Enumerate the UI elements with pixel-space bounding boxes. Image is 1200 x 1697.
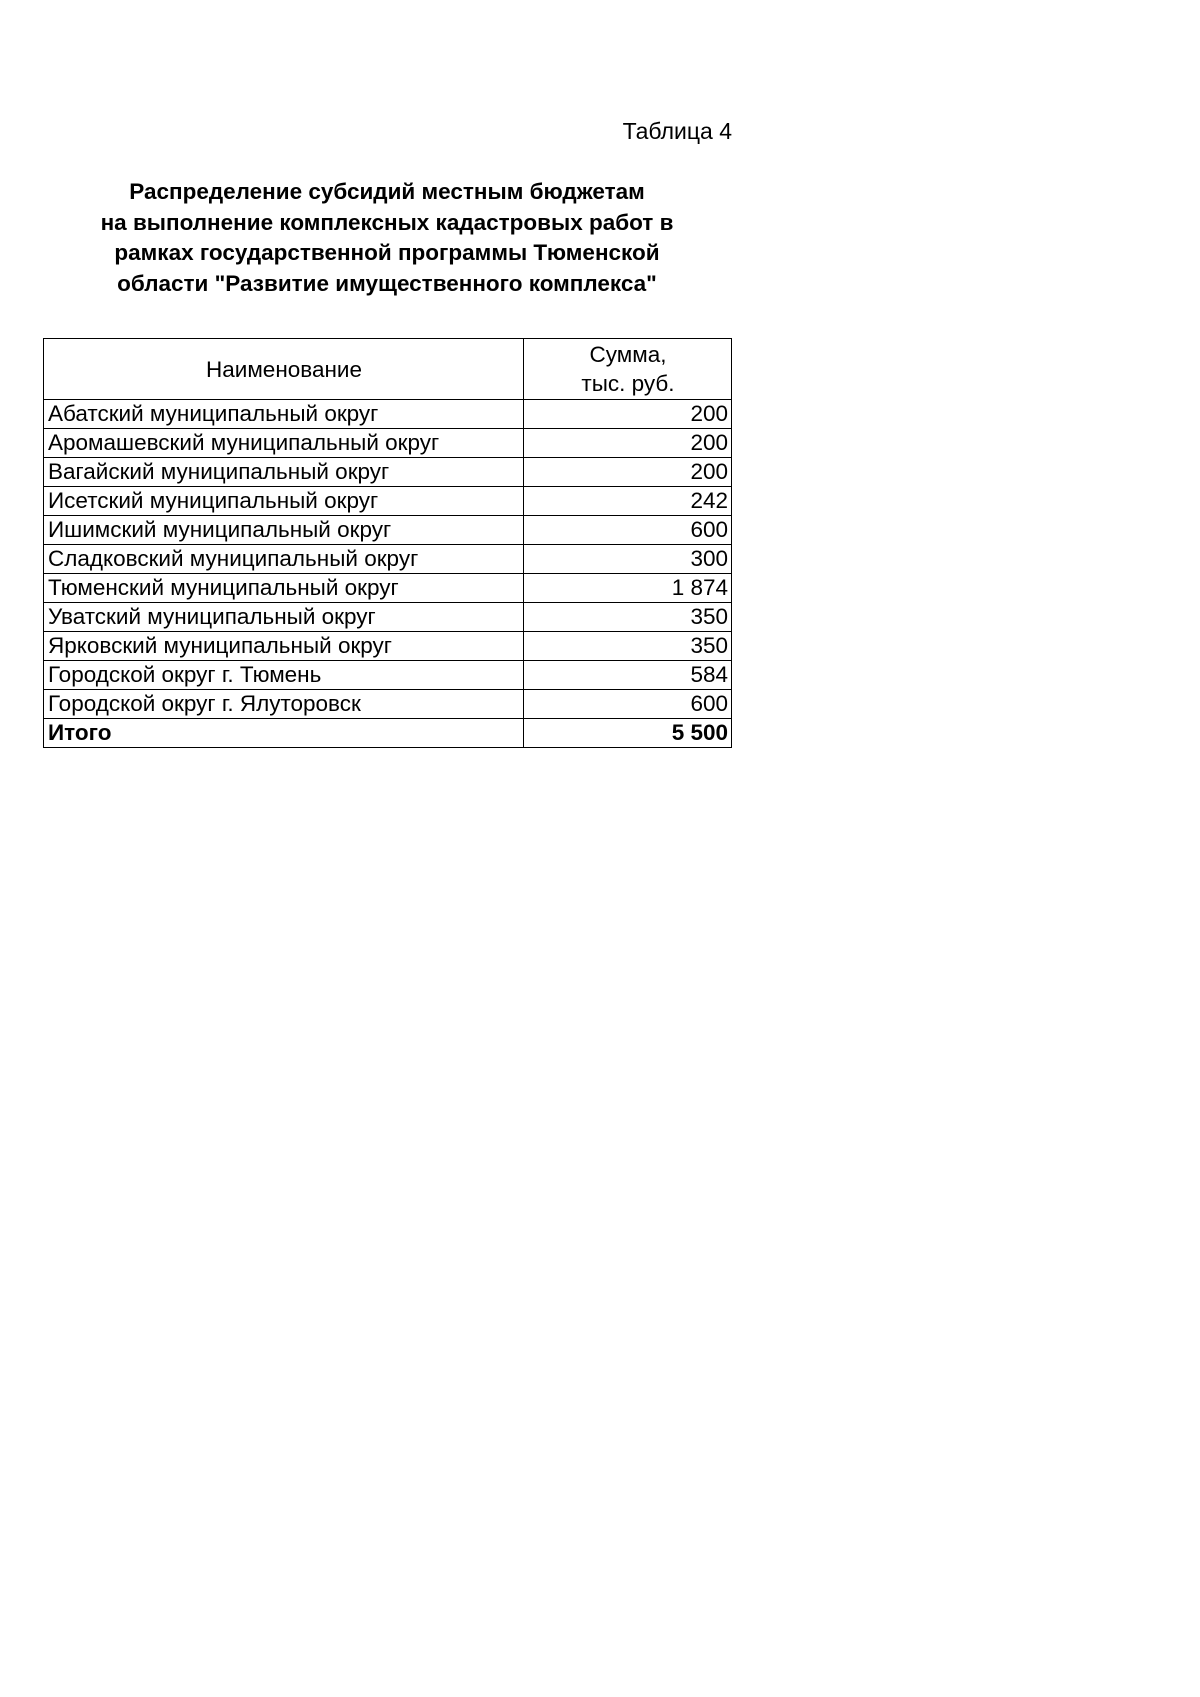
- table-row: [44, 632, 732, 661]
- table-row: [44, 458, 732, 487]
- table-row: [44, 661, 732, 690]
- cell-name: Ярковский муниципальный округ: [44, 632, 524, 661]
- title-line: на выполнение комплексных кадастровых работ в: [100, 209, 674, 235]
- subsidy-table: [43, 338, 732, 748]
- cell-name: Абатский муниципальный округ: [44, 400, 524, 429]
- cell-sum: 600: [524, 690, 732, 719]
- table-row: [44, 603, 732, 632]
- cell-sum: 584: [524, 661, 732, 690]
- table-header-row: [44, 339, 732, 400]
- header-sum-line2: тыс. руб.: [581, 371, 675, 396]
- cell-name: Тюменский муниципальный округ: [44, 574, 524, 603]
- cell-sum: 200: [524, 458, 732, 487]
- cell-name: Ишимский муниципальный округ: [44, 516, 524, 545]
- document-title: [44, 177, 730, 299]
- title-line: области "Развитие имущественного комплекса": [117, 270, 657, 296]
- table-row: [44, 574, 732, 603]
- cell-name: Исетский муниципальный округ: [44, 487, 524, 516]
- cell-name: Уватский муниципальный округ: [44, 603, 524, 632]
- cell-sum: 1 874: [524, 574, 732, 603]
- total-row: [44, 719, 732, 748]
- cell-sum: 300: [524, 545, 732, 574]
- cell-name: Вагайский муниципальный округ: [44, 458, 524, 487]
- cell-sum: 242: [524, 487, 732, 516]
- table-row: [44, 690, 732, 719]
- title-line: рамках государственной программы Тюменской: [114, 240, 660, 265]
- cell-name: Аромашевский муниципальный округ: [44, 429, 524, 458]
- header-name: Наименование: [44, 339, 524, 400]
- table-number: Таблица 4: [622, 118, 732, 144]
- title-line: Распределение субсидий местным бюджетам: [129, 179, 645, 204]
- cell-sum: 600: [524, 516, 732, 545]
- header-sum-line1: Сумма,: [589, 342, 667, 367]
- total-label: Итого: [44, 719, 524, 748]
- table-row: [44, 429, 732, 458]
- cell-name: Городской округ г. Ялуторовск: [44, 690, 524, 719]
- header-sum: [524, 339, 732, 400]
- table-row: [44, 516, 732, 545]
- cell-sum: 350: [524, 632, 732, 661]
- total-sum: 5 500: [524, 719, 732, 748]
- table-row: [44, 487, 732, 516]
- table-row: [44, 545, 732, 574]
- cell-sum: 350: [524, 603, 732, 632]
- cell-name: Сладковский муниципальный округ: [44, 545, 524, 574]
- cell-sum: 200: [524, 429, 732, 458]
- table-row: [44, 400, 732, 429]
- cell-name: Городской округ г. Тюмень: [44, 661, 524, 690]
- cell-sum: 200: [524, 400, 732, 429]
